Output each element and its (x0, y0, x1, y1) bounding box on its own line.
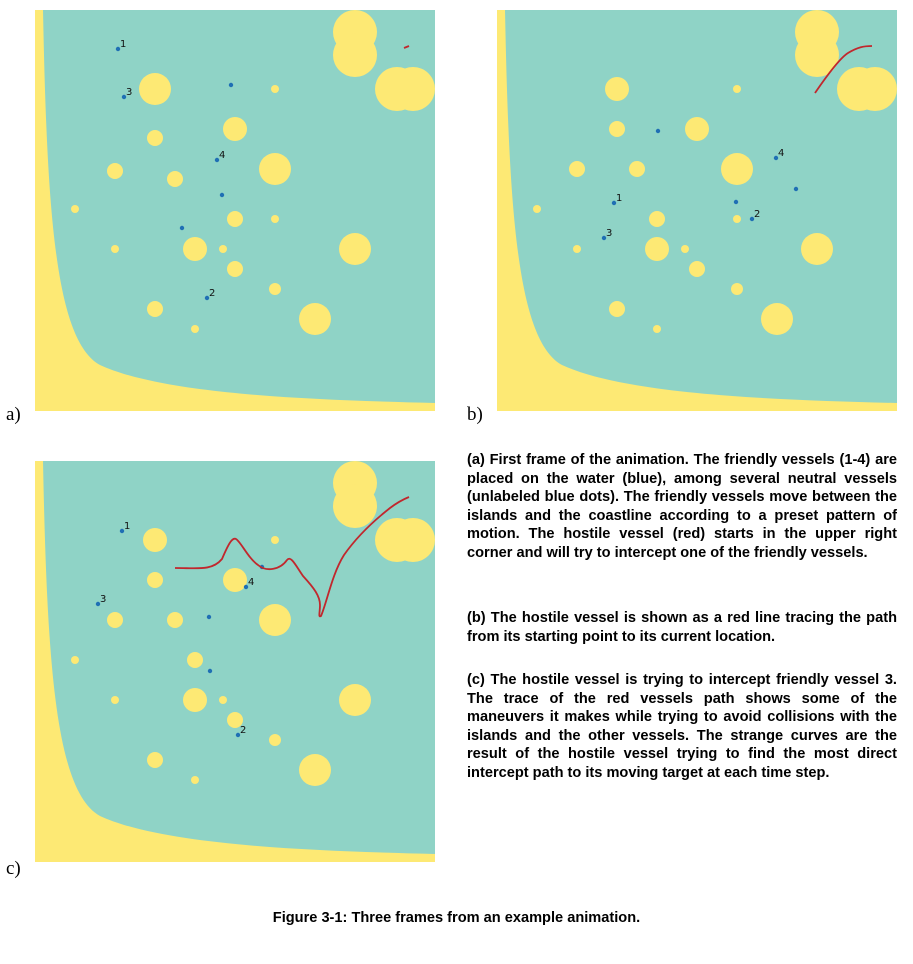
island (111, 245, 119, 253)
caption-b (467, 609, 897, 646)
friendly-vessel-label: 1 (120, 39, 127, 50)
friendly-vessel-label: 3 (100, 594, 107, 605)
caption-c-text: (c) The hostile vessel is trying to intercept friendly vessel 3. The trace of the red vessels path shows some of the maneuvers it makes while trying to avoid collisions with the islands and the other vessels. The strange curves are the result of the hostile vessel trying to find the most direct intercept path to its moving target at each time step. (467, 672, 897, 781)
island (269, 283, 281, 295)
island (191, 776, 199, 784)
island (645, 237, 669, 261)
island (333, 33, 377, 77)
island (147, 301, 163, 317)
island (107, 612, 123, 628)
island (609, 121, 625, 137)
island (183, 688, 207, 712)
neutral-vessel (208, 669, 212, 673)
island (733, 85, 741, 93)
island (853, 67, 897, 111)
friendly-vessel-label: 3 (126, 87, 133, 98)
island (299, 303, 331, 335)
neutral-vessel (794, 187, 798, 191)
island (299, 754, 331, 786)
island (219, 245, 227, 253)
island (605, 77, 629, 101)
panel-b (497, 10, 897, 411)
island (801, 233, 833, 265)
island (761, 303, 793, 335)
panel-label-b: b) (467, 404, 483, 425)
neutral-vessel (207, 615, 211, 619)
neutral-vessel (180, 226, 184, 230)
water (497, 10, 897, 411)
island (227, 261, 243, 277)
neutral-vessel (734, 200, 738, 204)
island (629, 161, 645, 177)
island (721, 153, 753, 185)
island (689, 261, 705, 277)
island (339, 684, 371, 716)
water (35, 10, 435, 411)
island (573, 245, 581, 253)
map-c (35, 461, 435, 862)
island (71, 205, 79, 213)
island (219, 696, 227, 704)
island (333, 484, 377, 528)
caption-b-text: (b) The hostile vessel is shown as a red line tracing the path from its starting point to its current location. (467, 610, 897, 645)
island (733, 215, 741, 223)
island (685, 117, 709, 141)
map-a (35, 10, 435, 411)
friendly-vessel-label: 3 (606, 228, 613, 239)
neutral-vessel (229, 83, 233, 87)
island (147, 572, 163, 588)
island (681, 245, 689, 253)
island (259, 153, 291, 185)
island (107, 163, 123, 179)
island (259, 604, 291, 636)
island (653, 325, 661, 333)
neutral-vessel (220, 193, 224, 197)
island (649, 211, 665, 227)
island (731, 283, 743, 295)
panel-a (35, 10, 435, 411)
island (533, 205, 541, 213)
panel-c (35, 461, 435, 862)
island (139, 73, 171, 105)
friendly-vessel-label: 2 (209, 288, 216, 299)
island (271, 215, 279, 223)
island (183, 237, 207, 261)
island (269, 734, 281, 746)
friendly-vessel-label: 1 (616, 193, 623, 204)
island (223, 117, 247, 141)
panel-label-a: a) (6, 404, 21, 425)
island (147, 130, 163, 146)
island (223, 568, 247, 592)
panel-label-c: c) (6, 858, 21, 879)
island (187, 652, 203, 668)
friendly-vessel-label: 1 (124, 521, 131, 532)
island (271, 536, 279, 544)
caption-a (467, 451, 897, 563)
island (227, 211, 243, 227)
map-b (497, 10, 897, 411)
caption-c (467, 671, 897, 783)
friendly-vessel-label: 2 (240, 725, 247, 736)
island (339, 233, 371, 265)
island (569, 161, 585, 177)
island (609, 301, 625, 317)
island (71, 656, 79, 664)
friendly-vessel-label: 2 (754, 209, 761, 220)
island (111, 696, 119, 704)
island (147, 752, 163, 768)
island (191, 325, 199, 333)
island (167, 171, 183, 187)
friendly-vessel-label: 4 (219, 150, 226, 161)
island (391, 518, 435, 562)
friendly-vessel-label: 4 (778, 148, 785, 159)
neutral-vessel (656, 129, 660, 133)
island (143, 528, 167, 552)
friendly-vessel-label: 4 (248, 577, 255, 588)
island (391, 67, 435, 111)
caption-a-text: (a) First frame of the animation. The friendly vessels (1-4) are placed on the water (blue), among several neutral vessels (unlabeled blue dots). The friendly vessels move between the islands and the coastline according to a preset pattern of motion. The hostile vessel (red) starts in the upper right corner and will try to intercept one of the friendly vessels. (467, 452, 897, 561)
island (167, 612, 183, 628)
island (271, 85, 279, 93)
figure-caption: Figure 3-1: Three frames from an example animation. (272, 910, 641, 926)
